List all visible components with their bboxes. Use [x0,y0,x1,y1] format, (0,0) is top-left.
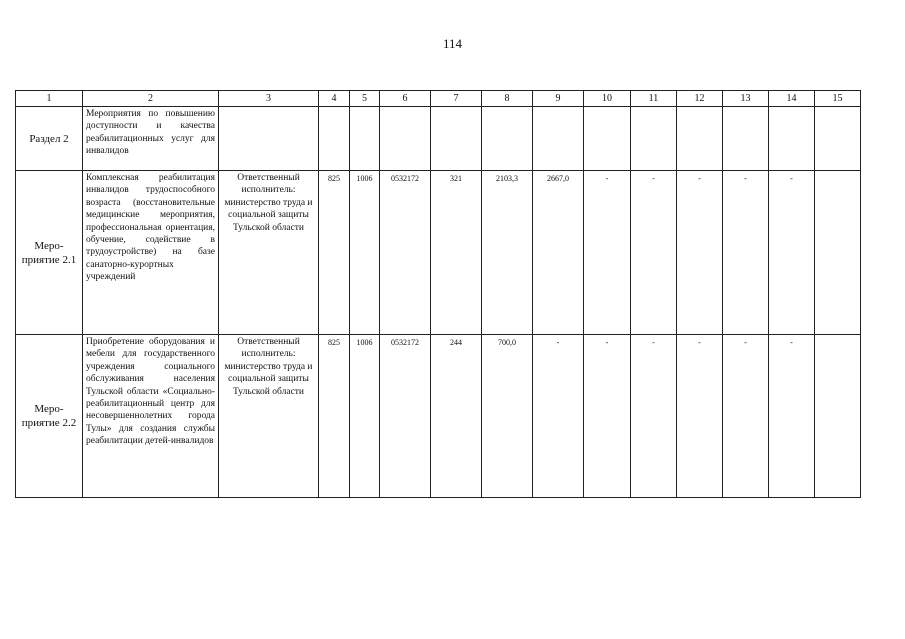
measure-description: Мероприятия по повышению доступности и качества реабилитационных услуг для инвалидов [83,107,219,171]
table-row-measure-2-2 [16,335,861,498]
value-cell: 825 [319,171,350,335]
column-number: 10 [584,91,631,107]
value-cell: 2667,0 [533,171,584,335]
row-label: Меро- приятие 2.1 [16,171,83,335]
value-cell: 0532172 [380,171,431,335]
column-number: 9 [533,91,584,107]
value-cell [584,107,631,171]
value-cell: 244 [431,335,482,498]
value-cell [350,107,380,171]
row-label: Меро- приятие 2.2 [16,335,83,498]
value-cell: - [677,171,723,335]
value-cell: - [723,171,769,335]
value-cell: - [533,335,584,498]
value-cell: - [631,171,677,335]
value-cell: 825 [319,335,350,498]
value-cell: - [677,335,723,498]
column-number: 2 [83,91,219,107]
column-number: 12 [677,91,723,107]
table-row-section-2 [16,107,861,171]
value-cell: 1006 [350,171,380,335]
column-number: 15 [815,91,861,107]
value-cell: 700,0 [482,335,533,498]
value-cell: - [769,171,815,335]
measure-description: Комплексная реабилитация инвалидов трудоспособного возраста (восстановительные медицинские мероприятия, профессиональная ориентация, обучение, содействие в трудоустройстве) на базе санаторно-курортных учреждений [83,171,219,335]
responsible-executor: Ответственный исполнитель: министерство труда и социальной защиты Тульской области [219,171,319,335]
value-cell [482,107,533,171]
responsible-executor [219,107,319,171]
value-cell [815,335,861,498]
column-number: 5 [350,91,380,107]
value-cell: - [584,171,631,335]
value-cell: 0532172 [380,335,431,498]
value-cell [815,171,861,335]
value-cell [769,107,815,171]
column-number-row [16,91,861,107]
value-cell [677,107,723,171]
value-cell: - [769,335,815,498]
value-cell: 321 [431,171,482,335]
column-number: 4 [319,91,350,107]
value-cell [319,107,350,171]
value-cell [380,107,431,171]
page-number: 114 [442,36,463,51]
responsible-executor: Ответственный исполнитель: министерство труда и социальной защиты Тульской области [219,335,319,498]
program-table [15,90,861,498]
column-number: 11 [631,91,677,107]
column-number: 3 [219,91,319,107]
column-number: 8 [482,91,533,107]
column-number: 1 [16,91,83,107]
column-number: 13 [723,91,769,107]
value-cell: - [723,335,769,498]
column-number: 7 [431,91,482,107]
value-cell [431,107,482,171]
column-number: 14 [769,91,815,107]
value-cell [723,107,769,171]
value-cell: - [631,335,677,498]
value-cell [815,107,861,171]
value-cell: 2103,3 [482,171,533,335]
value-cell [533,107,584,171]
value-cell: 1006 [350,335,380,498]
row-label: Раздел 2 [16,107,83,171]
column-number: 6 [380,91,431,107]
table-row-measure-2-1 [16,171,861,335]
value-cell: - [584,335,631,498]
value-cell [631,107,677,171]
measure-description: Приобретение оборудования и мебели для государственного учреждения социального обслуживания населения Тульской области «Социально-реабилитационный центр для несовершеннолетних города Тулы» для создания службы реабилитации детей-инвалидов [83,335,219,498]
